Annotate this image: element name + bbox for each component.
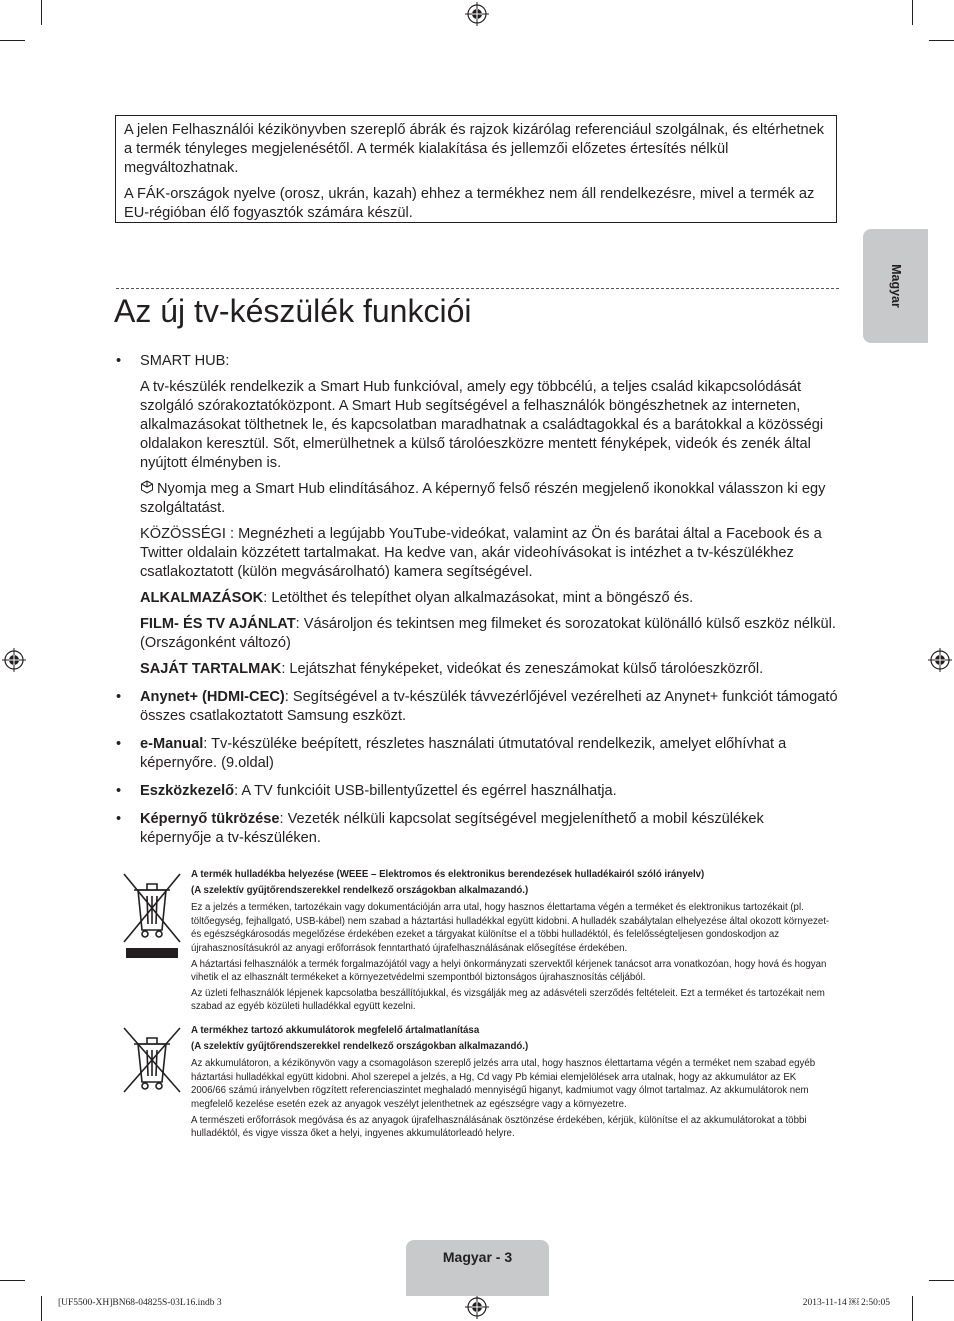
registration-mark-icon (928, 648, 952, 672)
smart-hub-social: KÖZÖSSÉGI : Megnézheti a legújabb YouTube-videókat, valamint az Ön és barátai által a Facebook és a Twitter oldalain közzétett tartalmakat. Ha kedve van, akár videohívásokat is intézhet a tv-készülékhez csatlakoztatott (külön megvásárolható) kamera segítségével. (140, 526, 822, 580)
smart-hub-description: A tv-készülék rendelkezik a Smart Hub funkcióval, amely egy többcélú, a teljes család kikapcsolódását szolgáló szórakoztatóközpont. A Smart Hub segítségével a felhasználók böngészhetnek az interneten, alkalmazásokat tölthetnek le, és kapcsolatban maradhatnak a családtagokkal és a barátokkal a közösségi oldalakon keresztül. Sőt, elmerülhetnek a külső tárolóeszközre mentett fényképek, videók és zenék által nyújtott élményben is. (140, 379, 824, 471)
feature-list (116, 352, 838, 848)
social-label: KÖZÖSSÉGI (140, 526, 226, 542)
smart-hub-label: SMART HUB (140, 353, 226, 369)
crop-mark (929, 40, 954, 41)
smart-hub-press: Nyomja meg a Smart Hub elindításához. A képernyő felső részén megjelenő ikonokkal válasszon ki egy szolgáltatást. (140, 481, 826, 516)
registration-mark-icon (2, 648, 26, 672)
print-file-info: [UF5500-XH]BN68-04825S-03L16.indb 3 (58, 1298, 222, 1308)
section-divider (116, 288, 839, 289)
bullet: • (116, 353, 122, 369)
anynet-label: Anynet+ (HDMI-CEC) (140, 689, 285, 705)
battery-subheading: (A szelektív gyűjtőrendszerekkel rendelkező országokban alkalmazandó.) (191, 1040, 529, 1052)
crop-mark (0, 40, 25, 41)
apps-label: ALKALMAZÁSOK (140, 590, 264, 606)
list-item: • SMART HUB: (116, 353, 230, 369)
crop-mark (912, 0, 913, 25)
bullet: • (116, 783, 122, 799)
crossed-bin-icon (121, 870, 183, 962)
emanual-label: e-Manual (140, 736, 204, 752)
crop-mark (0, 1280, 25, 1281)
smart-hub-own: SAJÁT TARTALMAK: Lejátszhat fényképeket, videókat és zeneszámokat külső tárolóeszközről. (140, 661, 764, 677)
device-manager-label: Eszközkezelő (140, 783, 235, 799)
battery-paragraph: A természeti erőforrások megóvása és az anyagok újrafelhasználásának ösztönzése érdekében, kérjük, különítse el az akkumulátorokat a többi hulladéktól, és vigye vissza őket a helyi, ingyenes akkumulátorleadó helyre. (191, 1114, 807, 1140)
weee-paragraph: Az üzleti felhasználók lépjenek kapcsolatba beszállítójukkal, és vizsgálják meg az adásvételi szerződés feltételeit. Ezt a terméket és tartozékait nem szabad az egyéb közületi hulladékkal együtt kezelni. (191, 987, 825, 1013)
battery-paragraph: Az akkumulátoron, a kézikönyvön vagy a csomagoláson szereplő jelzés arra utal, hogy hasznos élettartama végén a terméket nem szabad egyéb háztartási hulladékkal együtt kidobni. Ahol szerepel a jelzés, a Hg, Cd vagy Pb kémiai elemjelölések arra utalnak, hogy az akkumulátor az EK 2006/66 számú irányelvben rögzített referenciaszintet meghaladó mennyiségű higanyt, kadmiumot vagy ólmot tartalmaz. Az akkumulátorok nem megfelelő kezelése esetén ezek az anyagok veszélyt jelenthetnek az egészségre vagy a környezetre. (191, 1058, 816, 1110)
list-item: • Eszközkezelő: A TV funkcióit USB-billentyűzettel és egérrel használhatja. (116, 783, 617, 799)
battery-section (191, 1024, 831, 1143)
page-number-tab (406, 1240, 549, 1296)
language-side-tab-label: Magyar (888, 264, 903, 308)
registration-mark-icon (465, 1295, 489, 1319)
crop-mark (41, 0, 42, 25)
weee-subheading: (A szelektív gyűjtőrendszerekkel rendelkező országokban alkalmazandó.) (191, 884, 529, 896)
notice-paragraph: A jelen Felhasználói kézikönyvben szereplő ábrák és rajzok kizárólag referenciául szolgálnak, és eltérhetnek a termék tényleges megjelenésétől. A termék kialakítása és jellemzői előzetes értesítés nélkül megváltozhatnak. (124, 122, 825, 176)
notice-box (115, 115, 837, 223)
page-title: Az új tv-készülék funkciói (114, 293, 472, 329)
notice-paragraph: A FÁK-országok nyelve (orosz, ukrán, kazah) ehhez a termékhez nem áll rendelkezésre, mivel a termék az EU-régióban élő fogyasztók számára készül. (124, 186, 815, 221)
crop-mark (912, 1296, 913, 1321)
language-side-tab (863, 229, 928, 343)
smart-hub-icon (140, 480, 154, 494)
bullet: • (116, 736, 122, 752)
weee-paragraph: A háztartási felhasználók a termék forgalmazójától vagy a helyi önkormányzati szervektől kérjenek tanácsot arra vonatkozóan, hogy hová és hogyan vihetik el az elhasznált termékeket a környezetvédelmi szempontból biztonságos újrahasznosítás céljából. (191, 958, 827, 984)
battery-heading: A termékhez tartozó akkumulátorok megfelelő ártalmatlanítása (191, 1025, 480, 1036)
crop-mark (41, 1296, 42, 1321)
list-item: • Anynet+ (HDMI-CEC): Segítségével a tv-készülék távvezérlőjével vezérelheti az Anynet+ funkciót támogató összes csatlakoztatott Samsung eszközt. (116, 689, 838, 724)
own-content-label: SAJÁT TARTALMAK (140, 661, 282, 677)
list-item: • e-Manual: Tv-készüléke beépített, részletes használati útmutatóval rendelkezik, amelyet előhívhat a képernyőre. (9.oldal) (116, 736, 787, 771)
weee-paragraph: Ez a jelzés a terméken, tartozékain vagy dokumentációján arra utal, hogy hasznos élettartama végén a terméket és elektronikus tartozékait (pl. töltőegység, fejhallgató, USB-kábel) nem szabad a háztartási hulladékkal együtt kidobni. A hulladék szabálytalan elhelyezése által okozott környezet- és egészségkárosodás megelőzése érdekében ezeket a tárgyakat különítse el a többi hulladéktól, és felelősségteljesen gondoskodjon az újrahasznosításukról az anyagi erőforrások fenntartható újrafelhasználásának elősegítése érdekében. (191, 902, 830, 954)
weee-heading: A termék hulladékba helyezése (WEEE – Elektromos és elektronikus berendezések hulladékairól szóló irányelv) (191, 869, 705, 880)
bullet: • (116, 811, 122, 827)
film-label: FILM- ÉS TV AJÁNLAT (140, 616, 296, 632)
registration-mark-icon (465, 2, 489, 26)
smart-hub-film: FILM- ÉS TV AJÁNLAT: Vásároljon és tekintsen meg filmeket és sorozatokat különálló külső eszköz nélkül. (Országonként változó) (140, 616, 836, 651)
crossed-battery-bin-icon (121, 1026, 183, 1094)
smart-hub-apps: ALKALMAZÁSOK: Letölthet és telepíthet olyan alkalmazásokat, mint a böngésző és. (140, 590, 694, 606)
print-timestamp: 2013-11-14 ￼ 2:50:05 (802, 1298, 890, 1308)
list-item: • Képernyő tükrözése: Vezeték nélküli kapcsolat segítségével megjeleníthető a mobil készülékek képernyője a tv-készüléken. (116, 811, 764, 846)
weee-section (191, 868, 831, 1016)
bullet: • (116, 689, 122, 705)
screen-mirroring-label: Képernyő tükrözése (140, 811, 280, 827)
crop-mark (929, 1280, 954, 1281)
page-number: Magyar - 3 (442, 1249, 513, 1265)
